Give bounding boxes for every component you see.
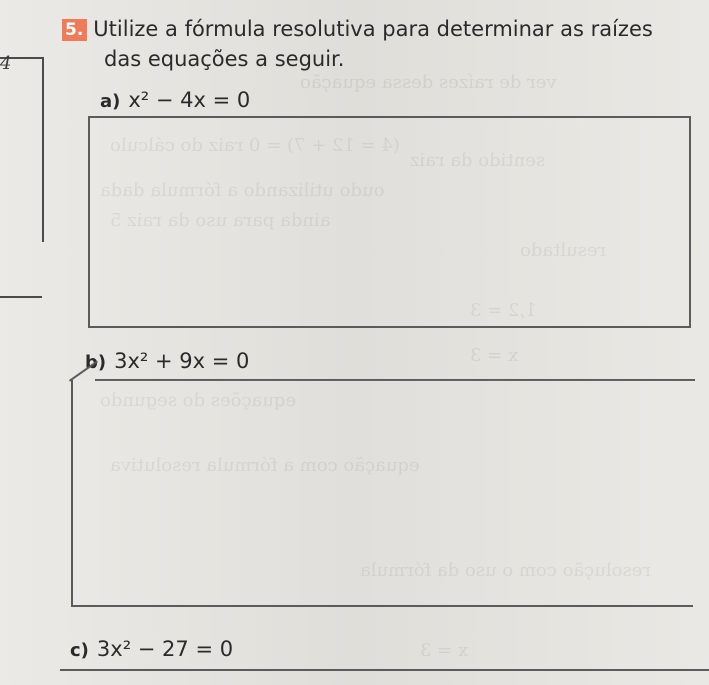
exercise-number-badge: 5. <box>62 19 87 41</box>
answer-box-a[interactable] <box>88 116 691 328</box>
item-c <box>70 637 233 661</box>
instruction-line-1 <box>62 14 692 44</box>
item-c-equation: 3x² − 27 = 0 <box>96 637 234 661</box>
item-b-letter: b) <box>85 352 107 373</box>
margin-rule-vertical <box>42 57 44 242</box>
instruction-text-2: das equações a seguir. <box>104 47 345 71</box>
margin-rule-bottom <box>0 296 42 298</box>
instruction-text-1: Utilize a fórmula resolutiva para determinar as raízes <box>93 17 653 41</box>
answer-box-c-top-edge[interactable] <box>60 669 709 671</box>
item-b <box>85 349 249 373</box>
item-c-letter: c) <box>70 640 89 661</box>
exercise-instruction <box>62 14 692 74</box>
answer-box-b[interactable] <box>71 380 693 607</box>
item-a <box>100 88 250 112</box>
item-b-equation: 3x² + 9x = 0 <box>114 349 250 373</box>
margin-note: 4 <box>0 53 12 74</box>
item-a-letter: a) <box>100 91 121 112</box>
item-a-equation: x² − 4x = 0 <box>128 88 251 112</box>
